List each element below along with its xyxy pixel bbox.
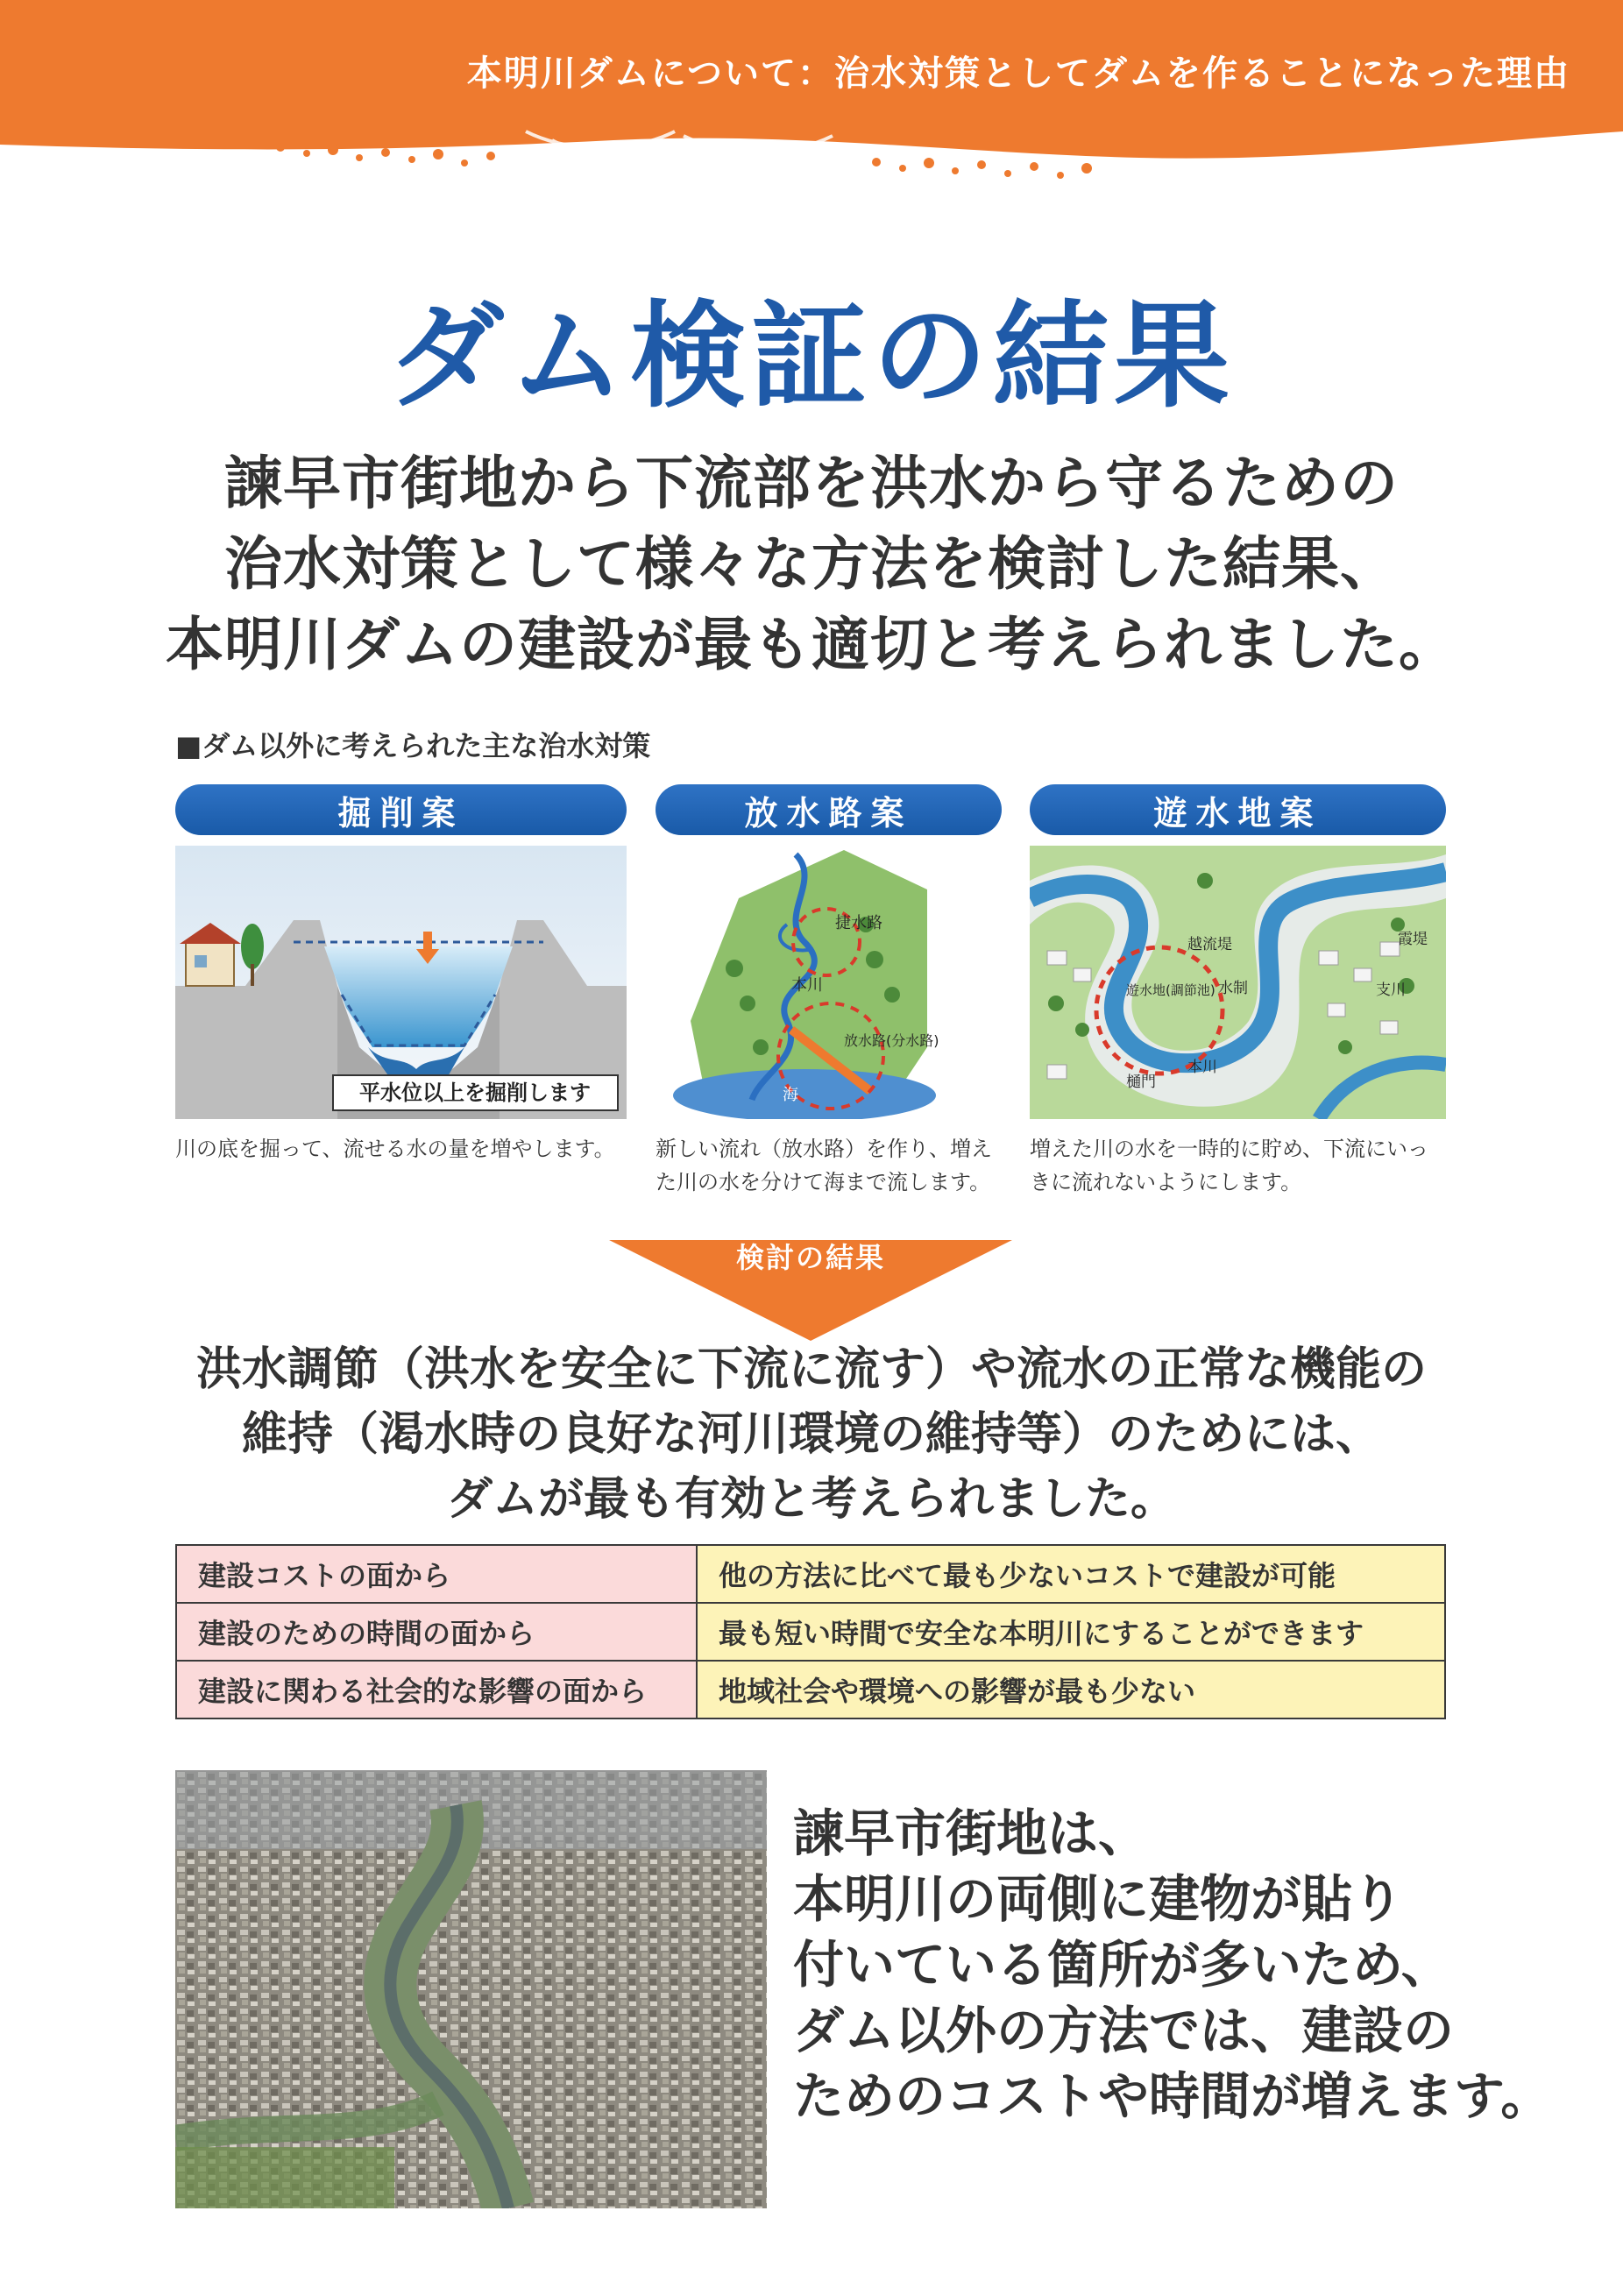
floodway-caption: 新しい流れ（放水路）を作り、増え た川の水を分けて海まで流します。: [656, 1137, 992, 1194]
result-arrow-label: 検討の結果: [735, 1241, 885, 1274]
excavation-caption: 川の底を掘って、流せる水の量を増やします。: [175, 1137, 615, 1161]
merit-cell: 他の方法に比べて最も少ないコストで建設が可能: [697, 1545, 1445, 1603]
aspect-cell: 建設コストの面から: [176, 1545, 697, 1603]
comparison-table: [175, 1544, 1446, 1719]
aerial-photo: [175, 1770, 767, 2208]
excavation-note: 平水位以上を掘削します: [359, 1081, 591, 1105]
page-title: ダム検証の結果: [388, 288, 1235, 424]
svg-text:海: 海: [783, 1086, 798, 1104]
svg-text:遊水地(調節池): 遊水地(調節池): [1126, 982, 1215, 998]
svg-text:水制: 水制: [1218, 980, 1248, 997]
svg-text:放水路(分水路): 放水路(分水路): [844, 1032, 939, 1049]
svg-text:樋門: 樋門: [1126, 1074, 1156, 1091]
conclusion-line-5: ためのコストや時間が増えます。: [793, 2066, 1552, 2126]
floodway-diagram: [656, 846, 1002, 1119]
svg-text:越流堤: 越流堤: [1187, 936, 1232, 953]
alternative-label-excavation: 掘削案: [175, 784, 627, 835]
alternatives-heading: ■ダム以外に考えられた主な治水対策: [175, 729, 651, 762]
conclusion-line-3: 付いている箇所が多いため、: [793, 1935, 1452, 1995]
aspect-cell: 建設に関わる社会的な影響の面から: [176, 1661, 697, 1718]
merit-cell: 地域社会や環境への影響が最も少ない: [697, 1661, 1445, 1718]
aspect-cell: 建設のための時間の面から: [176, 1603, 697, 1661]
table-row: [176, 1545, 1445, 1603]
excavation-diagram: [175, 846, 627, 1119]
result-line-3: ダムが最も有効と考えられました。: [446, 1472, 1176, 1526]
merit-cell: 最も短い時間で安全な本明川にすることができます: [697, 1603, 1445, 1661]
table-row: [176, 1603, 1445, 1661]
conclusion-line-2: 本明川の両側に建物が貼り: [793, 1869, 1404, 1929]
lead-line-3: 本明川ダムの建設が最も適切と考えられました。: [166, 610, 1457, 678]
result-line-1: 洪水調節（洪水を安全に下流に流す）や流水の正常な機能の: [195, 1343, 1427, 1396]
svg-text:支川: 支川: [1376, 981, 1406, 999]
alternative-label-floodway: 放水路案: [656, 784, 1002, 835]
svg-text:本川: 本川: [1187, 1059, 1217, 1076]
header-title: 本明川ダムについて：治水対策としてダムを作ることになった理由: [466, 53, 1570, 94]
svg-text:霞堤: 霞堤: [1398, 931, 1428, 948]
conclusion-line-1: 諫早市街地は、: [793, 1803, 1150, 1863]
result-line-2: 維持（渇水時の良好な河川環境の維持等）のためには、: [241, 1407, 1381, 1461]
alternative-label-retention: 遊水地案: [1030, 784, 1446, 835]
conclusion-line-4: ダム以外の方法では、建設の: [793, 2001, 1455, 2060]
svg-text:捷水路: 捷水路: [835, 914, 882, 932]
table-row: [176, 1661, 1445, 1718]
lead-line-1: 諫早市街地から下流部を洪水から守るための: [224, 449, 1399, 517]
svg-text:本川: 本川: [791, 976, 823, 995]
lead-line-2: 治水対策として様々な方法を検討した結果、: [224, 529, 1399, 598]
retention-caption: 増えた川の水を一時的に貯め、下流にいっ きに流れないようにします。: [1030, 1137, 1429, 1194]
retention-basin-diagram: [1030, 846, 1446, 1119]
